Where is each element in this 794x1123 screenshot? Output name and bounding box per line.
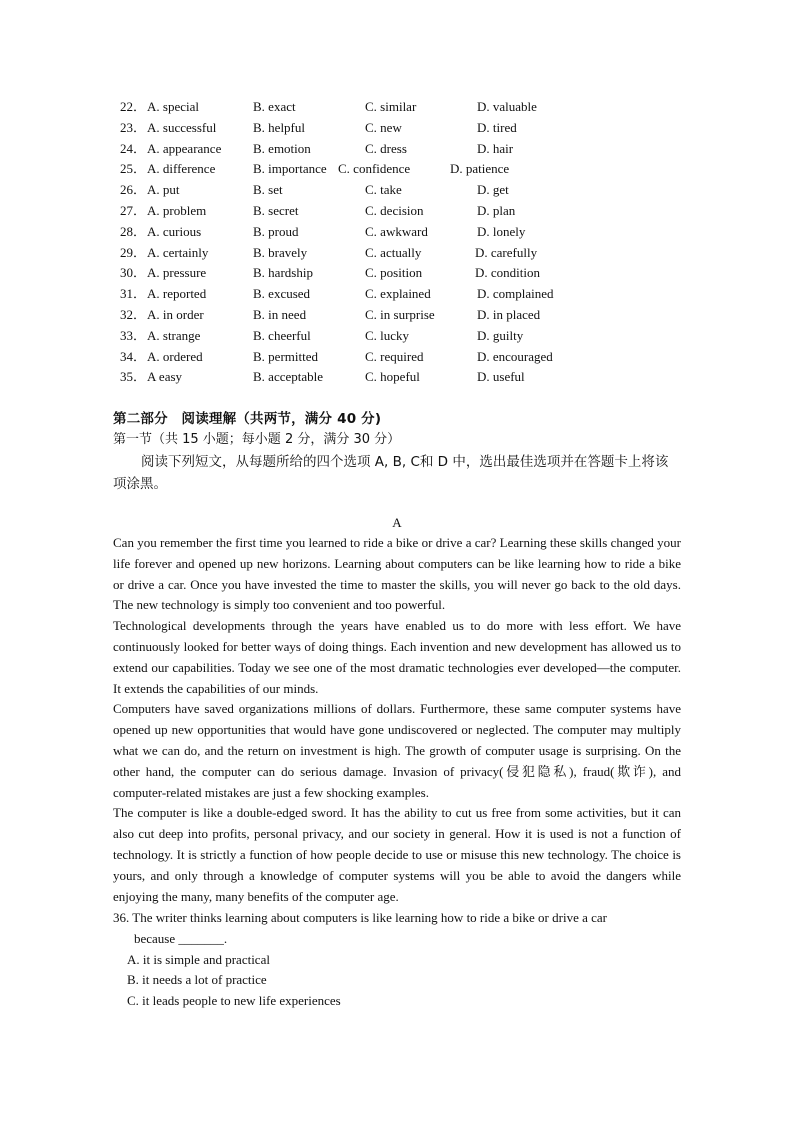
question-number: 32．: [120, 306, 147, 322]
option-row: [120, 243, 600, 264]
option-c: C. decision: [365, 202, 424, 218]
option-row: [120, 367, 600, 388]
option-a: A. pressure: [147, 265, 207, 281]
question-number: 27．: [120, 202, 147, 218]
option-d: D. get: [477, 182, 509, 198]
option-b: B. excused: [253, 286, 311, 302]
option-row: [120, 118, 600, 139]
option-a: A. problem: [147, 202, 207, 218]
option-b: B. proud: [253, 223, 299, 239]
cloze-options: [120, 97, 600, 388]
passage-paragraph: Technological developments through the years have enabled us to do more with less effort. We have continuously looked for better ways of doing things. Each invention and new development has allowed us to extend our capabilities. Today we see one of the most dramatic technologies ever developed—the computer. It extends the capabilities of our minds.: [113, 618, 681, 696]
option-a: A. curious: [147, 223, 202, 239]
question-number: 31．: [120, 286, 147, 302]
question-number: 26．: [120, 182, 147, 198]
question-number: 29．: [120, 244, 147, 260]
option-b: B. importance: [253, 161, 327, 177]
passage-paragraph: The computer is like a double-edged sword. It has the ability to cut us free from some activities, but it can also cut deep into profits, personal privacy, and our society in general. How it is used is not a function of technology. It is strictly a function of how people decide to use or misuse this new technology. The choice is yours, and only through a knowledge of computer systems will you be able to avoid the dangers while enjoying the many, many benefits of the computer age.: [113, 805, 681, 904]
option-d: D. patience: [450, 161, 510, 177]
option-a: A. reported: [147, 286, 207, 302]
option-a: A. difference: [147, 161, 216, 177]
subsection-title: 第一节（共 15 小题；每小题 2 分，满分 30 分）: [113, 432, 401, 447]
passage-label: A: [392, 515, 402, 530]
option-row: [120, 201, 600, 222]
option-row: [120, 263, 600, 284]
option-d: D. condition: [475, 265, 540, 281]
question-number: 25．: [120, 161, 147, 177]
option-c: C. new: [365, 119, 402, 135]
option-b: B. acceptable: [253, 369, 324, 385]
option-d: D. guilty: [477, 327, 524, 343]
option-a: A. special: [147, 99, 199, 114]
passage-paragraph: Can you remember the first time you learned to ride a bike or drive a car? Learning these skills changed your life forever and opened up new horizons. Learning about computers can be like learning how to ride a bike or drive a car. Once you have invested the time to master the skills, you will never go back to the old days. The new technology is simply too convenient and too powerful.: [113, 535, 681, 613]
option-b: B. cheerful: [253, 327, 311, 343]
option-row: [120, 305, 600, 326]
option-a: A. certainly: [147, 244, 209, 260]
option-row: [120, 139, 600, 160]
option-c: C. dress: [365, 140, 407, 156]
option-c: C. hopeful: [365, 369, 420, 385]
passage-paragraph: Computers have saved organizations millions of dollars. Furthermore, these same computer systems have opened up new opportunities that would have gone undiscovered or neglected. The computer may multiply what we can do, and the return on investment is high. The growth of computer usage is surprising. On the other hand, the computer can do serious damage. Invasion of privacy(侵犯隐私), fraud(欺诈), and computer-related mistakes are just a few shocking examples.: [113, 701, 681, 800]
option-d: D. lonely: [477, 223, 526, 239]
option-c: C. awkward: [365, 223, 428, 239]
option-d: D. hair: [477, 140, 514, 156]
option-c: C. take: [365, 182, 402, 198]
option-row: [120, 159, 600, 180]
option-c: C. lucky: [365, 327, 410, 343]
question-number: 34．: [120, 348, 147, 364]
option-row: [120, 284, 600, 305]
option-row: [120, 347, 600, 368]
answer-choice-a: A. it is simple and practical: [127, 951, 270, 967]
option-a: A. put: [147, 182, 180, 198]
answer-choice-b: B. it needs a lot of practice: [127, 972, 267, 988]
question-number: 23．: [120, 119, 147, 135]
question-number: 24．: [120, 140, 147, 156]
question-number: 28．: [120, 223, 147, 239]
option-c: C. actually: [365, 244, 422, 260]
option-b: B. permitted: [253, 348, 318, 364]
answer-choice-c: C. it leads people to new life experiences: [127, 993, 341, 1009]
option-c: C. in surprise: [365, 306, 435, 322]
option-c: C. required: [365, 348, 424, 364]
option-d: D. carefully: [475, 244, 538, 260]
option-c: C. explained: [365, 286, 431, 302]
option-a: A. appearance: [147, 140, 222, 156]
option-a: A. in order: [147, 306, 204, 322]
option-row: [120, 326, 600, 347]
option-row: [120, 180, 600, 201]
question-number: 30．: [120, 265, 147, 281]
option-b: B. bravely: [253, 244, 308, 260]
option-b: B. in need: [253, 306, 307, 322]
option-d: D. plan: [477, 202, 516, 218]
question-36: [113, 908, 681, 1012]
question-number: 35．: [120, 369, 147, 385]
option-b: B. secret: [253, 202, 299, 218]
option-d: D. tired: [477, 119, 517, 135]
option-d: D. complained: [477, 286, 554, 302]
option-b: B. exact: [253, 99, 296, 114]
option-c: C. similar: [365, 99, 417, 114]
question-number: 22．: [120, 99, 147, 114]
option-c: C. confidence: [338, 161, 411, 177]
option-a: A. ordered: [147, 348, 203, 364]
option-d: D. useful: [477, 369, 525, 385]
option-d: D. valuable: [477, 99, 537, 114]
option-a: A. strange: [147, 327, 201, 343]
option-a: A easy: [147, 369, 183, 385]
question-stem: 36. The writer thinks learning about computers is like learning how to ride a bike or drive a car: [113, 910, 607, 925]
option-b: B. set: [253, 182, 283, 198]
question-number: 33．: [120, 327, 147, 343]
option-d: D. in placed: [477, 306, 541, 322]
option-a: A. successful: [147, 119, 217, 135]
option-c: C. position: [365, 265, 423, 281]
option-row: [120, 97, 600, 118]
option-d: D. encouraged: [477, 348, 553, 364]
option-b: B. helpful: [253, 119, 305, 135]
option-b: B. hardship: [253, 265, 313, 281]
instruction-text: 阅读下列短文，从每题所给的四个选项 A, B, C和 D 中，选出最佳选项并在答题卡上将该项涂黑。: [113, 454, 669, 492]
option-row: [120, 222, 600, 243]
option-b: B. emotion: [253, 140, 311, 156]
reading-passage: [113, 533, 681, 907]
section-title: 第二部分 阅读理解（共两节，满分 40 分): [113, 411, 382, 427]
question-stem-continuation: because _______.: [134, 930, 228, 946]
